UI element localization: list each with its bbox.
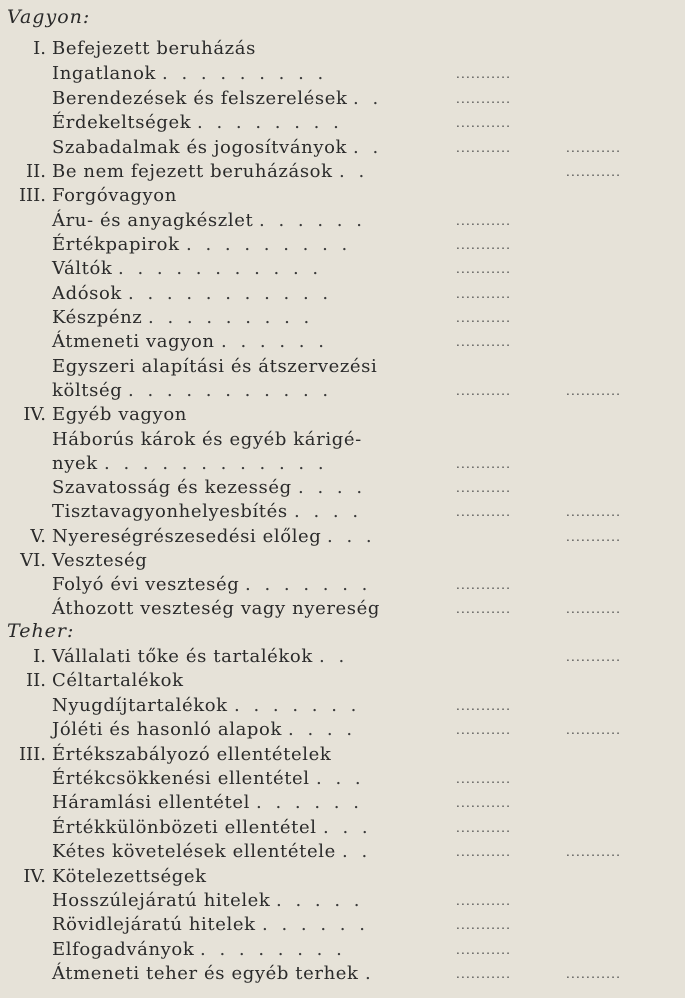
item-number: III.	[18, 744, 46, 765]
item-label: Nyugdíjtartalékok	[52, 695, 228, 716]
line-item	[0, 816, 685, 840]
amount-column-2: ...........	[566, 165, 622, 179]
line-item	[0, 428, 685, 452]
item-label: Hosszúlejáratú hitelek	[52, 890, 271, 911]
line-item	[0, 160, 685, 184]
line-item	[0, 791, 685, 815]
amount-column-1: ...........	[456, 67, 512, 81]
item-label: Áthozott veszteség vagy nyereség	[52, 598, 381, 619]
line-item	[0, 525, 685, 549]
dot-leader: .	[365, 963, 375, 984]
line-item	[0, 111, 685, 135]
item-label: Forgóvagyon	[52, 185, 177, 206]
line-item	[0, 694, 685, 718]
amount-column-2: ...........	[566, 384, 622, 398]
item-label: Veszteség	[52, 550, 148, 571]
section-heading	[0, 619, 685, 643]
amount-column-1: ...........	[456, 894, 512, 908]
item-label: Áru- és anyagkészlet	[52, 210, 254, 231]
item-label: Készpénz	[52, 307, 143, 328]
item-label: Egyéb vagyon	[52, 404, 187, 425]
section-heading-text: Teher:	[7, 620, 75, 642]
dot-leader: . . . .	[298, 477, 367, 498]
line-item	[0, 865, 685, 889]
line-item	[0, 718, 685, 742]
dot-leader: . . . . . . . . . . . .	[104, 453, 328, 474]
amount-column-1: ...........	[456, 335, 512, 349]
line-item	[0, 87, 685, 111]
section-heading	[0, 5, 685, 29]
item-number: IV.	[23, 404, 46, 425]
item-label: Értékszabályozó ellentételek	[52, 744, 332, 765]
amount-column-1: ...........	[456, 287, 512, 301]
item-number: II.	[26, 670, 46, 691]
line-item	[0, 549, 685, 573]
item-label: Váltók	[52, 258, 113, 279]
item-number: I.	[33, 38, 46, 59]
line-item	[0, 938, 685, 962]
line-item	[0, 282, 685, 306]
amount-column-1: ...........	[456, 602, 512, 616]
dot-leader: . . . . . . . .	[200, 939, 346, 960]
dot-leader: . . . . . . . . .	[162, 63, 328, 84]
line-item	[0, 840, 685, 864]
dot-leader: . . .	[316, 768, 365, 789]
item-label: Kötelezettségek	[52, 866, 207, 887]
dot-leader: . . . . . . . . . . .	[118, 258, 323, 279]
item-number: III.	[18, 185, 46, 206]
item-number: VI.	[20, 550, 46, 571]
item-label: Egyszeri alapítási és átszervezési	[52, 356, 378, 377]
amount-column-1: ...........	[456, 796, 512, 810]
amount-column-2: ...........	[566, 650, 622, 664]
line-item	[0, 597, 685, 621]
amount-column-1: ...........	[456, 723, 512, 737]
amount-column-1: ...........	[456, 943, 512, 957]
amount-column-1: ...........	[456, 116, 512, 130]
line-item	[0, 306, 685, 330]
line-item	[0, 913, 685, 937]
section-heading-text: Vagyon:	[7, 6, 91, 28]
amount-column-1: ...........	[456, 699, 512, 713]
amount-column-1: ...........	[456, 92, 512, 106]
amount-column-2: ...........	[566, 967, 622, 981]
amount-column-2: ...........	[566, 530, 622, 544]
dot-leader: . .	[353, 88, 383, 109]
amount-column-2: ...........	[566, 845, 622, 859]
item-label: Érdekeltségek	[52, 112, 192, 133]
amount-column-1: ...........	[456, 262, 512, 276]
dot-leader: . . . .	[288, 719, 357, 740]
item-label: Elfogadványok	[52, 939, 195, 960]
dot-leader: . . . . . . . . .	[148, 307, 314, 328]
item-label: Tisztavagyonhelyesbítés	[52, 501, 288, 522]
item-label: Folyó évi veszteség	[52, 574, 240, 595]
item-label: Értékpapirok	[52, 234, 180, 255]
amount-column-1: ...........	[456, 918, 512, 932]
dot-leader: . . . . . .	[221, 331, 328, 352]
item-label: Szavatosság és kezesség	[52, 477, 292, 498]
amount-column-2: ...........	[566, 505, 622, 519]
amount-column-1: ...........	[456, 214, 512, 228]
item-label: Nyereségrészesedési előleg	[52, 526, 322, 547]
item-number: IV.	[23, 866, 46, 887]
line-item	[0, 233, 685, 257]
amount-column-2: ...........	[566, 602, 622, 616]
line-item	[0, 257, 685, 281]
item-label: Vállalati tőke és tartalékok	[52, 646, 313, 667]
amount-column-2: ...........	[566, 141, 622, 155]
item-label: Értékcsökkenési ellentétel	[52, 768, 310, 789]
dot-leader: . . .	[323, 817, 372, 838]
item-label: Értékkülönbözeti ellentétel	[52, 817, 317, 838]
amount-column-2: ...........	[566, 723, 622, 737]
dot-leader: . .	[319, 646, 349, 667]
line-item	[0, 37, 685, 61]
amount-column-1: ...........	[456, 481, 512, 495]
amount-column-1: ...........	[456, 845, 512, 859]
amount-column-1: ...........	[456, 505, 512, 519]
line-item	[0, 184, 685, 208]
item-label: Ingatlanok	[52, 63, 157, 84]
amount-column-1: ...........	[456, 967, 512, 981]
item-label: költség	[52, 380, 123, 401]
amount-column-1: ...........	[456, 238, 512, 252]
line-item	[0, 452, 685, 476]
line-item	[0, 330, 685, 354]
line-item	[0, 743, 685, 767]
item-label: Rövidlejáratú hitelek	[52, 914, 256, 935]
dot-leader: . .	[353, 137, 383, 158]
dot-leader: . . . . . . .	[245, 574, 372, 595]
line-item	[0, 62, 685, 86]
line-item	[0, 573, 685, 597]
item-label: Átmeneti vagyon	[52, 331, 215, 352]
amount-column-1: ...........	[456, 457, 512, 471]
dot-leader: . . . . . .	[256, 792, 363, 813]
amount-column-1: ...........	[456, 384, 512, 398]
item-label: Befejezett beruházás	[52, 38, 256, 59]
item-label: Háborús károk és egyéb kárigé-	[52, 429, 362, 450]
dot-leader: . . . . . . .	[234, 695, 361, 716]
dot-leader: . . . . . . . . . . .	[128, 283, 333, 304]
line-item	[0, 476, 685, 500]
amount-column-1: ...........	[456, 578, 512, 592]
item-number: II.	[26, 161, 46, 182]
item-label: Berendezések és felszerelések	[52, 88, 348, 109]
line-item	[0, 962, 685, 986]
item-label: Háramlási ellentétel	[52, 792, 250, 813]
item-label: Be nem fejezett beruházások	[52, 161, 333, 182]
line-item	[0, 669, 685, 693]
item-label: Adósok	[52, 283, 122, 304]
item-label: Kétes követelések ellentétele	[52, 841, 336, 862]
item-label: Átmeneti teher és egyéb terhek	[52, 963, 359, 984]
line-item	[0, 209, 685, 233]
amount-column-1: ...........	[456, 141, 512, 155]
dot-leader: . . . .	[294, 501, 363, 522]
line-item	[0, 355, 685, 379]
amount-column-1: ...........	[456, 821, 512, 835]
dot-leader: . .	[342, 841, 372, 862]
item-label: nyek	[52, 453, 98, 474]
dot-leader: . . . . . .	[262, 914, 369, 935]
dot-leader: . . . . . . . . .	[186, 234, 352, 255]
dot-leader: . . . . .	[276, 890, 364, 911]
item-label: Céltartalékok	[52, 670, 184, 691]
dot-leader: . .	[339, 161, 369, 182]
item-number: V.	[30, 526, 46, 547]
line-item	[0, 889, 685, 913]
amount-column-1: ...........	[456, 772, 512, 786]
amount-column-1: ...........	[456, 311, 512, 325]
line-item	[0, 136, 685, 160]
line-item	[0, 379, 685, 403]
line-item	[0, 767, 685, 791]
dot-leader: . . . . . . . .	[197, 112, 343, 133]
line-item	[0, 500, 685, 524]
item-label: Szabadalmak és jogosítványok	[52, 137, 348, 158]
dot-leader: . . . . . . . . . . .	[128, 380, 333, 401]
line-item	[0, 403, 685, 427]
item-number: I.	[33, 646, 46, 667]
dot-leader: . . .	[327, 526, 376, 547]
line-item	[0, 645, 685, 669]
dot-leader: . . . . . .	[259, 210, 366, 231]
item-label: Jóléti és hasonló alapok	[52, 719, 282, 740]
